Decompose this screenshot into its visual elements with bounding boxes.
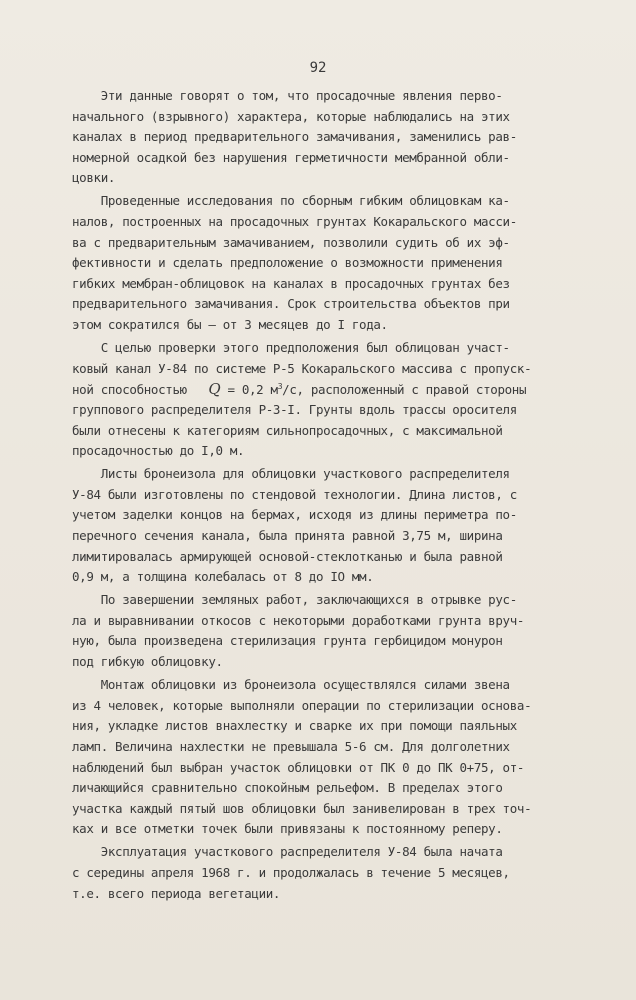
text-fragment: ной способностью [72,382,209,398]
body-text [72,86,572,904]
text-line: номерной осадкой без нарушения герметичности мембранной обли- [72,149,510,165]
text-line: Листы бронеизола для облицовки участкового распределителя [72,466,510,482]
text-line: фективности и сделать предположение о возможности применения [72,255,503,271]
flow-symbol: Q [208,380,221,399]
unit-exponent: 3 [277,382,283,392]
text-line: просадочностью до I,0 м. [72,443,245,459]
text-fragment: /с, расположенный с правой стороны [282,382,527,398]
text-line: Эти данные говорят о том, что просадочные явления перво- [72,88,503,103]
text-line: цовки. [72,170,116,186]
page-number: 92 [309,60,327,76]
text-line: С целью проверки этого предположения был облицован участ- [72,340,510,356]
text-line: ках и все отметки точек были привязаны к постоянному реперу. [72,821,503,837]
text-line: начального (взрывного) характера, которые наблюдались на этих [72,108,510,124]
text-line: У-84 были изготовлены по стендовой технологии. Длина листов, с [72,486,517,502]
text-line: каналах в период предварительного замачивания, заменились рав- [72,129,517,145]
text-line: Проведенные исследования по сборным гибким облицовкам ка- [72,193,510,209]
text-line: ва с предварительным замачиванием, позволили судить об их эф- [72,234,510,250]
text-line: предварительного замачивания. Срок строительства объектов при [72,296,510,312]
text-line: т.е. всего периода вегетации. [72,885,281,901]
text-line: участка каждый пятый шов облицовки был занивелирован в трех точ- [72,800,532,816]
text-line: группового распределителя Р-3-I. Грунты вдоль трассы оросителя [72,401,517,417]
text-line: учетом заделки концов на бермах, исходя из длины периметра по- [72,507,517,523]
text-line: налов, построенных на просадочных грунтах Кокаральского масси- [72,214,517,230]
text-line: гибких мембран-облицовок на каналах в просадочных грунтах без [72,275,510,291]
text-line: наблюдений был выбран участок облицовки от ПК 0 до ПК 0+75, от- [72,759,525,775]
text-line: перечного сечения канала, была принята равной 3,75 м, ширина [72,527,503,543]
text-line: Эксплуатация участкового распределителя У-84 была начата [72,844,503,860]
text-line: 0,9 м, а толщина колебалась от 8 до IO мм. [72,569,374,585]
text-line: ламп. Величина нахлестки не превышала 5-6 см. Для долголетних [72,738,510,754]
text-line: лимитировалась армирующей основой-стеклотканью и была равной [72,548,503,564]
text-line: с середины апреля 1968 г. и продолжалась в течение 5 месяцев, [72,864,510,880]
text-line: ла и выравнивании откосов с некоторыми доработками грунта вруч- [72,612,525,628]
text-line: из 4 человек, которые выполняли операции по стерилизации основа- [72,697,532,713]
text-line: этом сократился бы – от 3 месяцев до I года. [72,317,388,333]
text-line: личающийся сравнительно спокойным рельефом. В пределах этого [72,780,503,796]
text-line: ную, была произведена стерилизация грунта гербицидом монурон [72,633,503,649]
text-line: ния, укладке листов внахлестку и сварке их при помощи паяльных [72,718,517,734]
text-line: ковый канал У-84 по системе Р-5 Кокаральского массива с пропуск- [72,360,532,376]
text-line-with-formula [72,379,572,400]
text-line: Монтаж облицовки из бронеизола осуществлялся силами звена [72,677,510,693]
text-line: По завершении земляных работ, заключающихся в отрывке рус- [72,592,517,608]
flow-value: = 0,2 м [220,382,278,398]
text-line: под гибкую облицовку. [72,654,223,670]
text-line: были отнесены к категориям сильнопросадочных, с максимальной [72,422,503,438]
